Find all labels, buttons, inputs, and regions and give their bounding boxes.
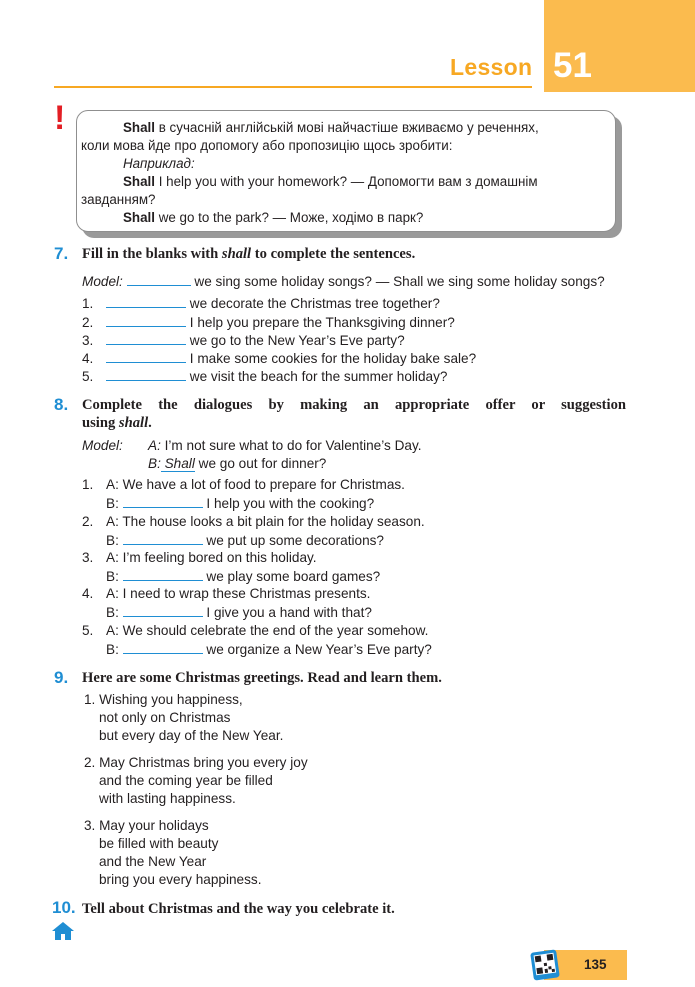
lesson-label: Lesson <box>450 54 533 80</box>
exercise-9-instruction: Here are some Christmas greetings. Read and learn them. <box>82 670 442 686</box>
exercise-10-number: 10. <box>52 898 76 917</box>
greeting-line: be filled with beauty <box>99 836 219 851</box>
exercise-8-item-b: B: we put up some decorations? <box>106 533 384 548</box>
exercise-7-model: Model: we sing some holiday songs? — Shall we sing some holiday songs? <box>82 274 605 289</box>
greeting-line: 2. May Christmas bring you every joy <box>84 755 308 770</box>
greeting-line: with lasting happiness. <box>99 791 236 806</box>
exercise-8-model-b: B: Shall we go out for dinner? <box>148 456 327 471</box>
exercise-7-instruction: Fill in the blanks with shall to complete the sentences. <box>82 246 416 262</box>
greeting-line: bring you every happiness. <box>99 872 262 887</box>
answer-blank[interactable] <box>127 273 191 286</box>
answer-blank[interactable] <box>106 295 186 308</box>
exercise-7-item: 5. we visit the beach for the summer holiday? <box>82 369 448 384</box>
home-icon <box>51 921 75 946</box>
note-line: коли мова йде про допомогу або пропозицію щось зробити: <box>81 138 453 153</box>
exercise-8-item-a: 5. A: We should celebrate the end of the year somehow. <box>82 623 429 638</box>
note-example-label: Наприклад: <box>123 156 195 171</box>
exercise-8-model-label: Model: <box>82 438 123 453</box>
exercise-7-item: 2. I help you prepare the Thanksgiving dinner? <box>82 315 455 330</box>
exercise-8-model-a: A: I’m not sure what to do for Valentine’s Day. <box>148 438 422 453</box>
exercise-8-item-a: 1. A: We have a lot of food to prepare for Christmas. <box>82 477 405 492</box>
greeting-line: and the New Year <box>99 854 207 869</box>
greeting-line: 3. May your holidays <box>84 818 209 833</box>
greeting-line: 1. Wishing you happiness, <box>84 692 243 707</box>
greeting-line: not only on Christmas <box>99 710 231 725</box>
grammar-note <box>76 110 616 232</box>
exercise-7-item: 3. we go to the New Year’s Eve party? <box>82 333 405 348</box>
greeting-line: but every day of the New Year. <box>99 728 284 743</box>
qr-code-icon <box>527 948 563 987</box>
exercise-8-number: 8. <box>54 395 69 414</box>
exclamation-icon: ! <box>54 99 66 137</box>
answer-blank[interactable] <box>123 568 203 581</box>
note-line: Shall we go to the park? — Може, ходімо в парк? <box>123 210 424 225</box>
header-divider <box>54 86 532 88</box>
note-line: Shall I help you with your homework? — Допомогти вам з домашнім <box>123 174 538 189</box>
exercise-8-item-b: B: we organize a New Year’s Eve party? <box>106 642 432 657</box>
answer-blank[interactable] <box>123 495 203 508</box>
greeting-line: and the coming year be filled <box>99 773 273 788</box>
exercise-8-instruction: Complete the dialogues by making an appropriate offer or suggestion <box>82 397 626 413</box>
answer-blank[interactable] <box>106 314 186 327</box>
answer-blank[interactable] <box>123 641 203 654</box>
note-line: завданням? <box>81 192 156 207</box>
exercise-9-number: 9. <box>54 668 69 687</box>
exercise-8-item-a: 4. A: I need to wrap these Christmas presents. <box>82 586 371 601</box>
exercise-8-item-b: B: I give you a hand with that? <box>106 605 372 620</box>
exercise-7-item: 4. I make some cookies for the holiday bake sale? <box>82 351 477 366</box>
exercise-8-item-a: 3. A: I’m feeling bored on this holiday. <box>82 550 317 565</box>
answer-blank[interactable] <box>123 604 203 617</box>
page-number: 135 <box>584 957 607 972</box>
exercise-8-item-a: 2. A: The house looks a bit plain for the holiday season. <box>82 514 425 529</box>
answer-blank[interactable] <box>106 332 186 345</box>
exercise-8-instruction-cont: using shall. <box>82 415 152 431</box>
note-line: Shall в сучасній англійській мові найчастіше вживаємо у реченнях, <box>123 120 539 135</box>
lesson-number: 51 <box>553 46 592 85</box>
exercise-7-number: 7. <box>54 244 69 263</box>
exercise-10-instruction: Tell about Christmas and the way you celebrate it. <box>82 901 395 917</box>
answer-blank[interactable] <box>106 350 186 363</box>
answer-blank[interactable] <box>106 368 186 381</box>
exercise-8-item-b: B: I help you with the cooking? <box>106 496 375 511</box>
exercise-7-item: 1. we decorate the Christmas tree together? <box>82 296 440 311</box>
exercise-8-item-b: B: we play some board games? <box>106 569 381 584</box>
answer-blank[interactable] <box>123 532 203 545</box>
